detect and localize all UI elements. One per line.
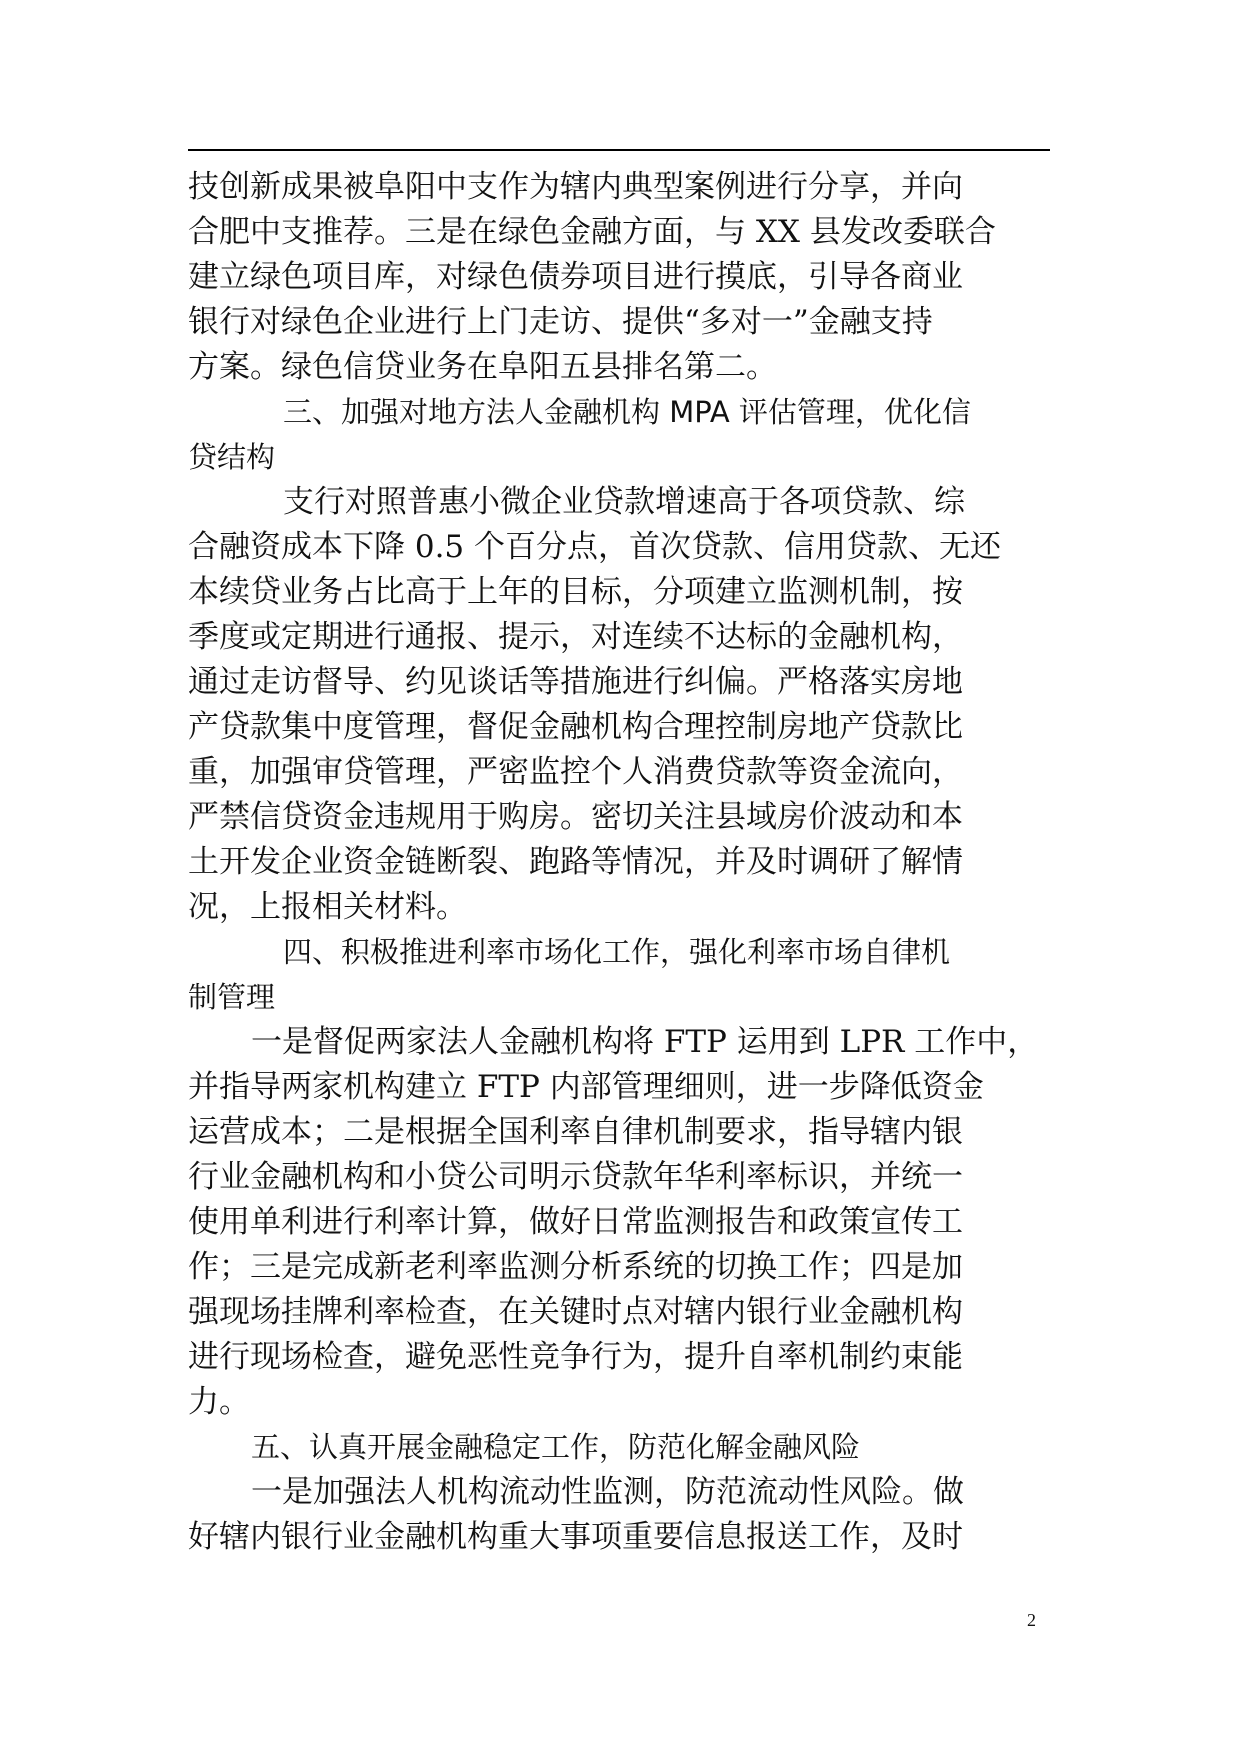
section-heading-line: 四、积极推进利率市场化工作，强化利率市场自律机 [283, 935, 951, 969]
body-text-line: 作；三是完成新老利率监测分析系统的切换工作；四是加 [188, 1249, 963, 1285]
body-text-line: 强现场挂牌利率检查，在关键时点对辖内银行业金融机构 [188, 1294, 963, 1330]
body-text-line: 技创新成果被阜阳中支作为辖内典型案例进行分享，并向 [188, 169, 963, 205]
body-text-line: 况，上报相关材料。 [188, 889, 467, 925]
document-body [188, 165, 1068, 1560]
body-text-line: 支行对照普惠小微企业贷款增速高于各项贷款、综 [283, 484, 965, 520]
body-text-line: 严禁信贷资金违规用于购房。密切关注县域房价波动和本 [188, 799, 963, 835]
body-text-line: 季度或定期进行通报、提示，对连续不达标的金融机构， [188, 619, 963, 655]
section-heading-line: 三、加强对地方法人金融机构 MPA 评估管理，优化信 [283, 395, 971, 429]
body-text-line: 好辖内银行业金融机构重大事项重要信息报送工作，及时 [188, 1519, 963, 1555]
body-text-line: 土开发企业资金链断裂、跑路等情况，并及时调研了解情 [188, 844, 963, 880]
body-text-line: 运营成本；二是根据全国利率自律机制要求，指导辖内银 [188, 1114, 963, 1150]
body-text-line: 并指导两家机构建立 FTP 内部管理细则，进一步降低资金 [188, 1069, 984, 1105]
body-text-line: 产贷款集中度管理，督促金融机构合理控制房地产贷款比 [188, 709, 963, 745]
body-text-line: 合肥中支推荐。三是在绿色金融方面，与 XX 县发改委联合 [188, 214, 996, 250]
section-heading-line: 制管理 [188, 980, 276, 1014]
body-text-line: 力。 [188, 1384, 250, 1420]
body-text-line: 合融资成本下降 0.5 个百分点，首次贷款、信用贷款、无还 [188, 529, 1002, 565]
body-text-line: 进行现场检查，避免恶性竞争行为，提升自率机制约束能 [188, 1339, 963, 1375]
body-text-line: 一是加强法人机构流动性监测，防范流动性风险。做 [251, 1474, 964, 1510]
body-text-line: 银行对绿色企业进行上门走访、提供“多对一”金融支持 [188, 304, 933, 340]
body-text-line: 重，加强审贷管理，严密监控个人消费贷款等资金流向， [188, 754, 963, 790]
body-text-line: 本续贷业务占比高于上年的目标，分项建立监测机制，按 [188, 574, 963, 610]
body-text-line: 行业金融机构和小贷公司明示贷款年华利率标识，并统一 [188, 1159, 963, 1195]
body-text-line: 通过走访督导、约见谈话等措施进行纠偏。严格落实房地 [188, 664, 963, 700]
body-text-line: 方案。绿色信贷业务在阜阳五县排名第二。 [188, 349, 777, 385]
section-heading-line: 贷结构 [188, 440, 276, 474]
body-text-line: 建立绿色项目库，对绿色债券项目进行摸底，引导各商业 [188, 259, 963, 295]
page-number: 2 [1027, 1610, 1036, 1630]
body-text-line: 一是督促两家法人金融机构将 FTP 运用到 LPR 工作中， [251, 1024, 1039, 1060]
body-text-line: 使用单利进行利率计算，做好日常监测报告和政策宣传工 [188, 1204, 963, 1240]
header-rule [188, 149, 1050, 151]
section-heading-line: 五、认真开展金融稳定工作，防范化解金融风险 [251, 1430, 861, 1464]
